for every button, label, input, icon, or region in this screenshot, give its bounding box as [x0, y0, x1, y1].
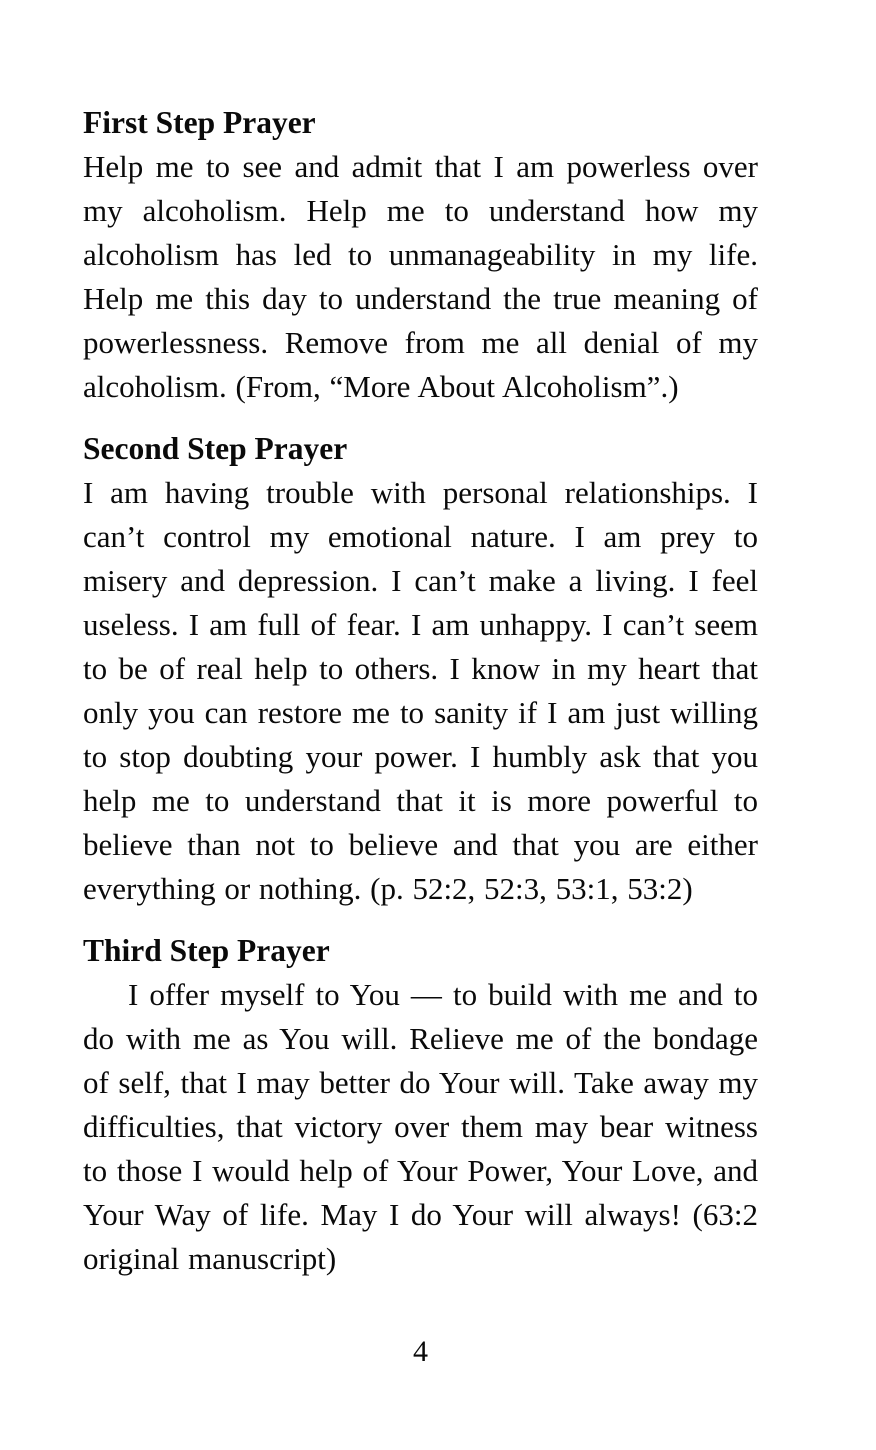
second-step-prayer-heading: Second Step Prayer [83, 431, 348, 466]
third-step-prayer-heading: Third Step Prayer [83, 933, 330, 968]
section-second-step-prayer [83, 427, 758, 911]
section-third-step-prayer [83, 929, 758, 1281]
first-step-prayer-heading: First Step Prayer [83, 105, 316, 140]
first-step-prayer-text: Help me to see and admit that I am powerless over my alcoholism. Help me to understand how my alcoholism has led to unmanageability in my life. Help me this day to understand the true meaning of powerlessness. Remove from me all denial of my alcoholism. (From, “More About Alcoholism”.) [83, 149, 758, 404]
page-content [83, 101, 758, 1281]
page-footer [83, 1334, 758, 1370]
section-first-step-prayer [83, 101, 758, 409]
third-step-prayer-text: I offer myself to You — to build with me and to do with me as You will. Relieve me of the bondage of self, that I may better do Your will. Take away my difficulties, that victory over them may bear witness to those I would help of Your Power, Your Love, and Your Way of life. May I do Your will always! (63:2 original manuscript) [83, 977, 758, 1276]
second-step-prayer-text: I am having trouble with personal relationships. I can’t control my emotional nature. I am prey to misery and depression. I can’t make a living. I feel useless. I am full of fear. I am unhappy. I can’t seem to be of real help to others. I know in my heart that only you can restore me to sanity if I am just willing to stop doubting your power. I humbly ask that you help me to understand that it is more powerful to believe than not to believe and that you are either everything or nothing. (p. 52:2, 52:3, 53:1, 53:2) [83, 475, 758, 906]
page-number: 4 [413, 1335, 428, 1368]
